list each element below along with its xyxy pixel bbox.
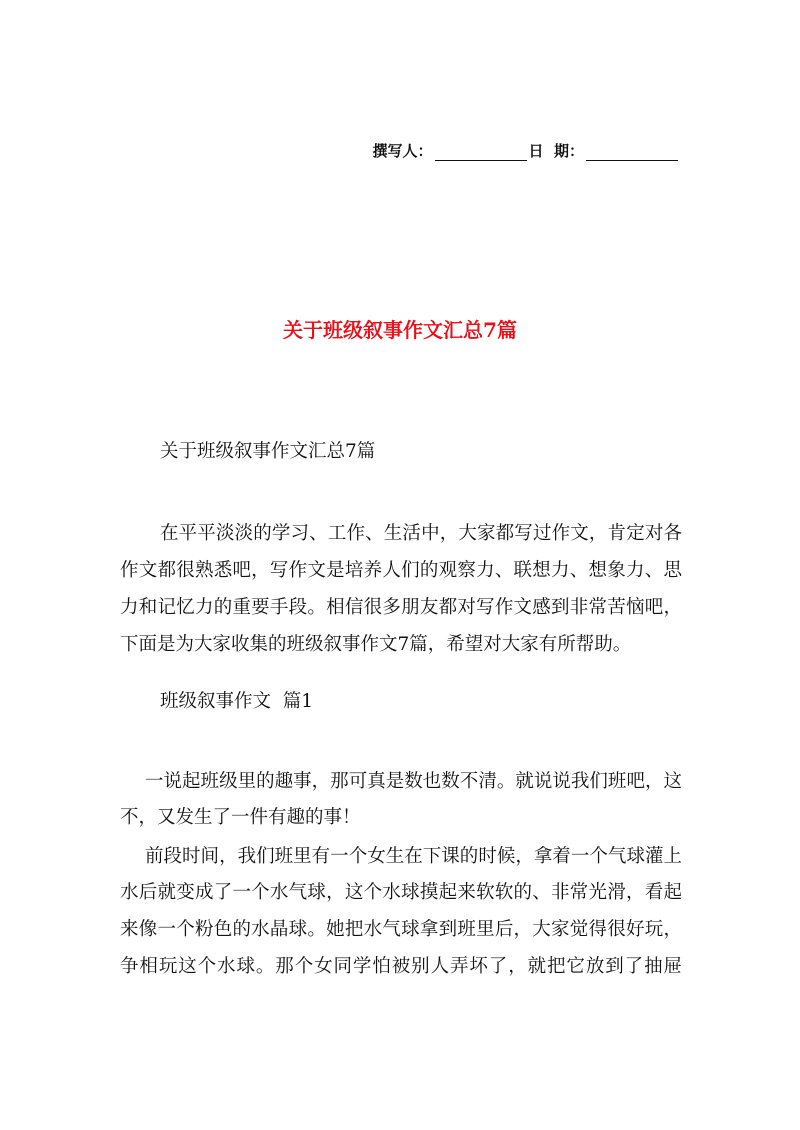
body-line: 前段时间，我们班里有一个女生在下课的时候，拿着一个气球灌上 bbox=[145, 846, 682, 867]
section-heading: 班级叙事作文 篇1 bbox=[160, 691, 314, 712]
document-title: 关于班级叙事作文汇总7篇 bbox=[283, 318, 517, 342]
intro-line: 力和记忆力的重要手段。相信很多朋友都对写作文感到非常苦恼吧， bbox=[120, 597, 682, 618]
body-line: 一说起班级里的趣事，那可真是数也数不清。就说说我们班吧，这 bbox=[145, 771, 682, 792]
intro-line: 作文都很熟悉吧，写作文是培养人们的观察力、联想力、想象力、思 bbox=[120, 560, 682, 581]
body-line: 水后就变成了一个水气球，这个水球摸起来软软的、非常光滑，看起 bbox=[120, 882, 682, 903]
date-label: 日 期： bbox=[528, 142, 584, 160]
author-date-line bbox=[373, 140, 680, 161]
date-blank bbox=[586, 146, 678, 161]
intro-line: 在平平淡淡的学习、工作、生活中，大家都写过作文，肯定对各 bbox=[160, 523, 682, 544]
body-line: 不，又发生了一件有趣的事！ bbox=[120, 807, 361, 828]
author-blank bbox=[435, 146, 527, 161]
body-line: 争相玩这个水球。那个女同学怕被别人弄坏了，就把它放到了抽屉 bbox=[120, 956, 682, 977]
subtitle: 关于班级叙事作文汇总7篇 bbox=[160, 441, 376, 462]
author-label: 撰写人： bbox=[372, 142, 433, 160]
intro-line: 下面是为大家收集的班级叙事作文7篇，希望对大家有所帮助。 bbox=[120, 634, 632, 655]
body-line: 来像一个粉色的水晶球。她把水气球拿到班里后，大家觉得很好玩， bbox=[120, 919, 682, 940]
